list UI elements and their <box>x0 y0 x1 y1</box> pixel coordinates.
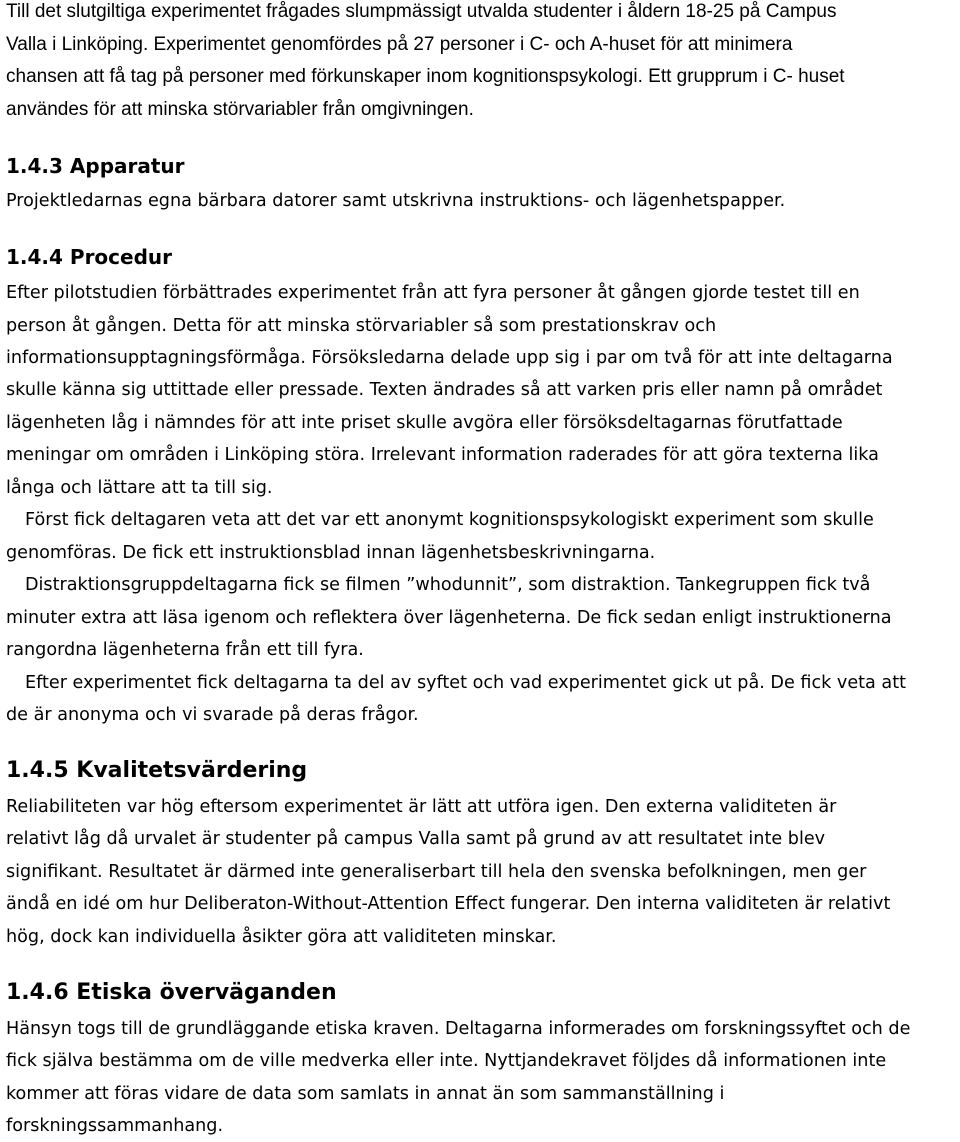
kvalitet-line: Reliabiliteten var hög eftersom experimentet är lätt att utföra igen. Den externa validiteten är <box>6 797 837 817</box>
kvalitet-line: signifikant. Resultatet är därmed inte generaliserbart till hela den svenska befolkningen, men ger <box>6 862 867 882</box>
etik-line: forskningssammanhang. <box>6 1116 224 1136</box>
procedur-line: informationsupptagningsförmåga. Försöksledarna delade upp sig i par om två för att inte deltagarna <box>6 348 893 368</box>
intro-line: Till det slutgiltiga experimentet frågades slumpmässigt utvalda studenter i åldern 18-25 på Campus <box>6 1 837 22</box>
procedur-line: Efter pilotstudien förbättrades experimentet från att fyra personer åt gången gjorde testet till en <box>6 283 860 303</box>
procedur-line: skulle känna sig uttittade eller pressade. Texten ändrades så att varken pris eller namn på området <box>6 380 883 400</box>
procedur-line: person åt gången. Detta för att minska störvariabler så som prestationskrav och <box>6 316 717 336</box>
etik-line: Hänsyn togs till de grundläggande etiska kraven. Deltagarna informerades om forskningssyftet och de <box>6 1019 911 1039</box>
section-heading-apparatur: 1.4.3 Apparatur <box>6 154 185 178</box>
kvalitet-line: ändå en idé om hur Deliberaton-Without-Attention Effect fungerar. Den interna validiteten är relativt <box>6 894 891 914</box>
kvalitet-line: relativt låg då urvalet är studenter på campus Valla samt på grund av att resultatet inte blev <box>6 829 826 849</box>
procedur-line: lägenheten låg i nämndes för att inte priset skulle avgöra eller försöksdeltagarnas förutfattade <box>6 413 843 433</box>
kvalitet-line: hög, dock kan individuella åsikter göra att validiteten minskar. <box>6 927 557 947</box>
procedur-line: rangordna lägenheterna från ett till fyra. <box>6 640 364 660</box>
procedur-line: Först fick deltagaren veta att det var ett anonymt kognitionspsykologiskt experiment som skulle <box>25 510 874 530</box>
intro-line: chansen att få tag på personer med förkunskaper inom kognitionspsykologi. Ett grupprum i C- huset <box>6 66 845 87</box>
procedur-line: långa och lättare att ta till sig. <box>6 478 273 498</box>
section-heading-kvalitetsvardering: 1.4.5 Kvalitetsvärdering <box>6 758 308 783</box>
procedur-line: Efter experimentet fick deltagarna ta del av syftet och vad experimentet gick ut på. De fick veta att <box>25 673 906 693</box>
procedur-line: meningar om områden i Linköping störa. Irrelevant information raderades för att göra texterna lika <box>6 445 879 465</box>
apparatur-line: Projektledarnas egna bärbara datorer samt utskrivna instruktions- och lägenhetspapper. <box>6 191 786 211</box>
intro-line: Valla i Linköping. Experimentet genomfördes på 27 personer i C- och A-huset för att minimera <box>6 34 793 55</box>
section-heading-procedur: 1.4.4 Procedur <box>6 245 173 269</box>
section-heading-etiska: 1.4.6 Etiska överväganden <box>6 980 337 1005</box>
intro-line: användes för att minska störvariabler från omgivningen. <box>6 99 474 120</box>
etik-line: fick själva bestämma om de ville medverka eller inte. Nyttjandekravet följdes då informationen inte <box>6 1051 887 1071</box>
procedur-line: Distraktionsgruppdeltagarna fick se filmen ”whodunnit”, som distraktion. Tankegruppen fick två <box>25 575 871 595</box>
etik-line: kommer att föras vidare de data som samlats in annat än som sammanställning i <box>6 1084 725 1104</box>
procedur-line: genomföras. De fick ett instruktionsblad innan lägenhetsbeskrivningarna. <box>6 543 656 563</box>
procedur-line: minuter extra att läsa igenom och reflektera över lägenheterna. De fick sedan enligt instruktionerna <box>6 608 892 628</box>
procedur-line: de är anonyma och vi svarade på deras frågor. <box>6 705 419 725</box>
